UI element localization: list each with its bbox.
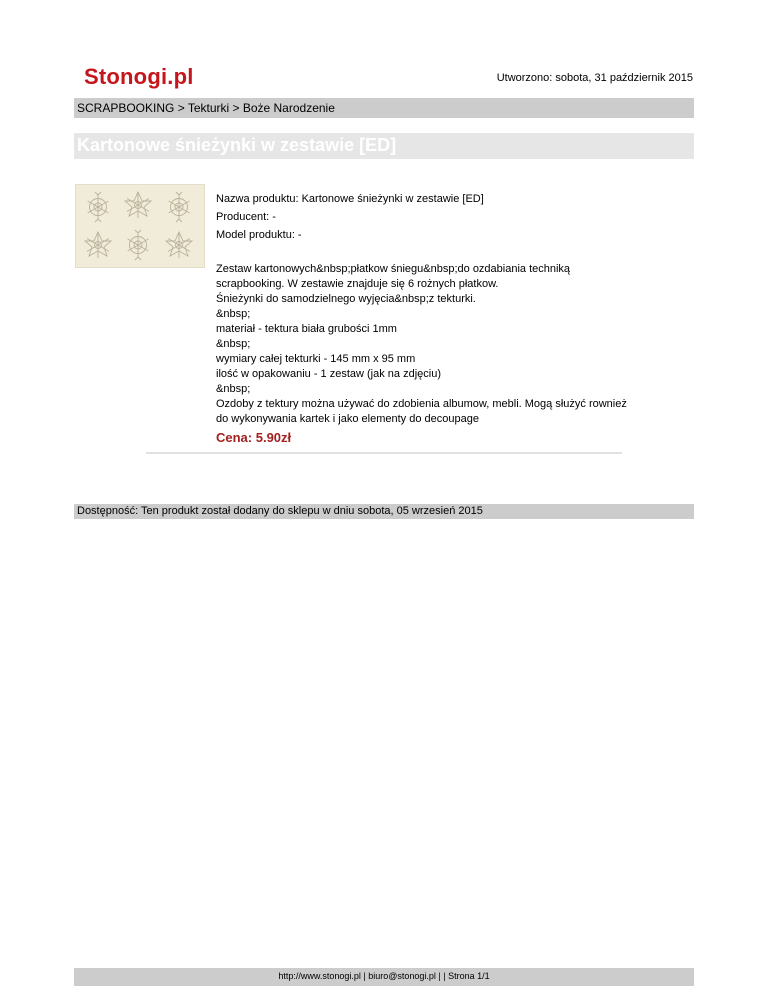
description-line: &nbsp; [216, 338, 251, 350]
product-image [75, 184, 205, 268]
description-line: Śnieżynki do samodzielnego wyjęcia&nbsp;z tekturki. [216, 293, 476, 305]
availability-bar [74, 504, 694, 519]
description-line: materiał - tektura biała grubości 1mm [216, 323, 397, 335]
breadcrumb: SCRAPBOOKING > Tekturki > Boże Narodzenie [77, 101, 335, 115]
producer-line: Producent: - [216, 211, 276, 223]
footer-text: http://www.stonogi.pl | biuro@stonogi.pl | | Strona 1/1 [278, 971, 490, 981]
description-line: Zestaw kartonowych&nbsp;płatkow śniegu&nbsp;do ozdabiania techniką [216, 263, 571, 275]
product-details [216, 192, 696, 445]
snowflakes-image [76, 185, 204, 267]
availability-text: Dostępność: Ten produkt został dodany do sklepu w dniu sobota, 05 wrzesień 2015 [77, 505, 483, 517]
description-line: &nbsp; [216, 383, 251, 395]
description-line: ilość w opakowaniu - 1 zestaw (jak na zdjęciu) [216, 368, 441, 380]
footer-bar [74, 968, 694, 986]
breadcrumb-bar [74, 98, 694, 118]
description-line: wymiary całej tekturki - 145 mm x 95 mm [216, 353, 416, 365]
product-title: Kartonowe śnieżynki w zestawie [ED] [77, 135, 397, 155]
product-name-line: Nazwa produktu: Kartonowe śnieżynki w zestawie [ED] [216, 193, 484, 205]
description-line: &nbsp; [216, 308, 251, 320]
divider [146, 452, 622, 454]
site-logo[interactable]: Stonogi.pl [84, 64, 194, 89]
title-bar [74, 133, 694, 159]
description-line: scrapbooking. W zestawie znajduje się 6 rożnych płatkow. [216, 278, 499, 290]
description-line: do wykonywania kartek i jako elementy do decoupage [216, 413, 479, 425]
product-price: Cena: 5.90zł [216, 430, 292, 445]
product-description [216, 262, 696, 427]
model-line: Model produktu: - [216, 229, 302, 241]
description-line: Ozdoby z tektury można używać do zdobienia albumow, mebli. Mogą służyć rownież [216, 398, 627, 410]
created-date: Utworzono: sobota, 31 październik 2015 [496, 72, 693, 84]
